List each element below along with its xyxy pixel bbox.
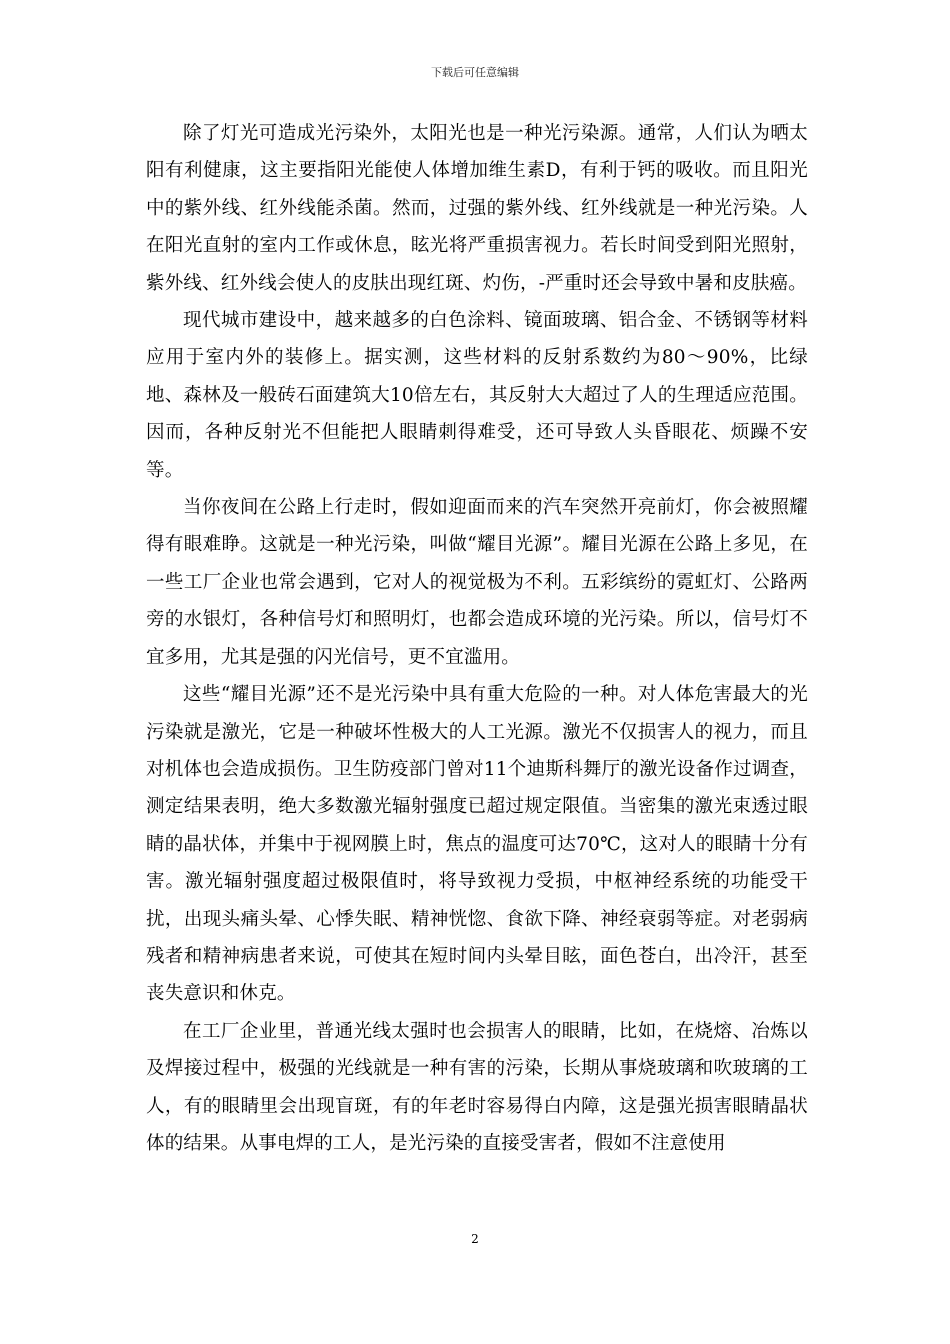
document-body <box>146 115 808 1162</box>
paragraph: 这些“耀目光源”还不是光污染中具有重大危险的一种。对人体危害最大的光污染就是激光，它是一种破坏性极大的人工光源。激光不仅损害人的视力，而且对机体也会造成损伤。卫生防疫部门曾对11个迪斯科舞厅的激光设备作过调查，测定结果表明，绝大多数激光辐射强度已超过规定限值。当密集的激光束透过眼睛的晶状体，并集中于视网膜上时，焦点的温度可达70℃，这对人的眼睛十分有害。激光辐射强度超过极限值时，将导致视力受损，中枢神经系统的功能受干扰，出现头痛头晕、心悸失眠、精神恍惚、食欲下降、神经衰弱等症。对老弱病残者和精神病患者来说，可使其在短时间内头晕目眩，面色苍白，出冷汗，甚至丧失意识和休克。 <box>146 684 808 1005</box>
paragraph: 当你夜间在公路上行走时，假如迎面而来的汽车突然开亮前灯，你会被照耀得有眼难睁。这就是一种光污染，叫做“耀目光源”。耀目光源在公路上多见，在一些工厂企业也常会遇到，它对人的视觉极为不利。五彩缤纷的霓虹灯、公路两旁的水银灯，各种信号灯和照明灯，也都会造成环境的光污染。所以，信号灯不宜多用，尤其是强的闪光信号，更不宜滥用。 <box>146 497 808 668</box>
paragraph: 除了灯光可造成光污染外，太阳光也是一种光污染源。通常，人们认为晒太阳有利健康，这主要指阳光能使人体增加维生素D，有利于钙的吸收。而且阳光中的紫外线、红外线能杀菌。然而，过强的紫外线、红外线就是一种光污染。人在阳光直射的室内工作或休息，眩光将严重损害视力。若长时间受到阳光照射，紫外线、红外线会使人的皮肤出现红斑、灼伤，-严重时还会导致中暑和皮肤癌。 <box>146 123 808 294</box>
page-number: 2 <box>471 1232 479 1246</box>
paragraph: 现代城市建设中，越来越多的白色涂料、镜面玻璃、铝合金、不锈钢等材料应用于室内外的装修上。据实测，这些材料的反射系数约为80～90%，比绿地、森林及一般砖石面建筑大10倍左右，其反射大大超过了人的生理适应范围。因而，各种反射光不但能把人眼睛刺得难受，还可导致人头昏眼花、烦躁不安等。 <box>146 310 808 481</box>
page-header: 下载后可任意编辑 <box>431 66 519 79</box>
paragraph: 在工厂企业里，普通光线太强时也会损害人的眼睛，比如，在烧熔、冶炼以及焊接过程中，极强的光线就是一种有害的污染，长期从事烧玻璃和吹玻璃的工人，有的眼睛里会出现盲斑，有的年老时容易得白内障，这是强光损害眼睛晶状体的结果。从事电焊的工人，是光污染的直接受害者，假如不注意使用 <box>146 1020 808 1154</box>
